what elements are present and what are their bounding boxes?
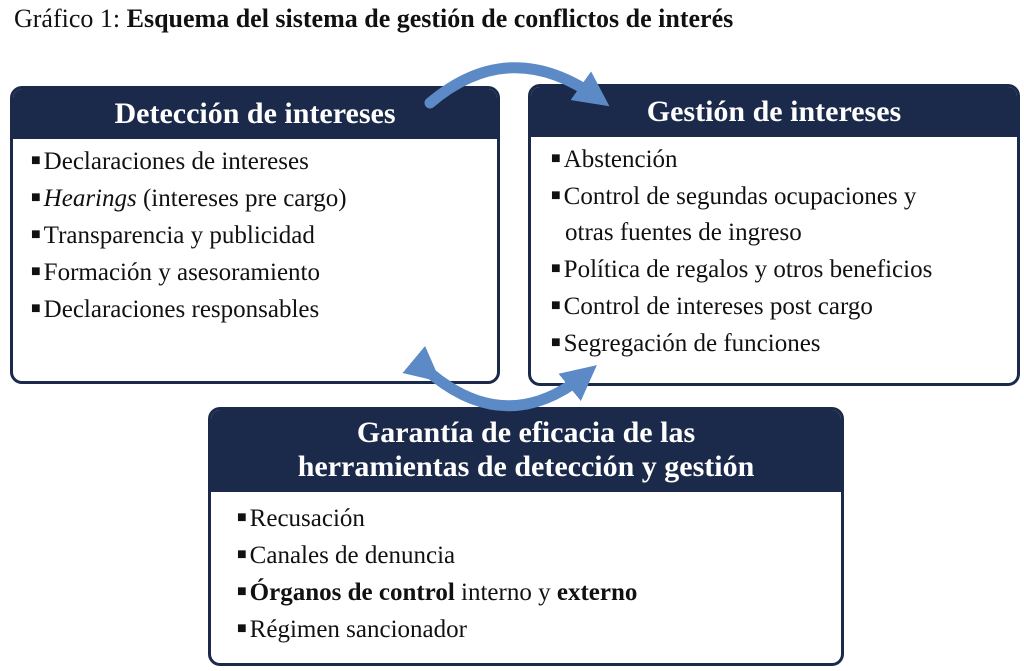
item-text: Abstención [563,146,678,173]
caption-title: Esquema del sistema de gestión de conflictos de interés [126,4,734,33]
gestion-list [531,137,1017,362]
bullet-icon: ■ [551,334,561,351]
list-item [237,500,841,537]
item-text: Segregación de funciones [563,330,821,357]
deteccion-list [13,139,497,328]
bullet-icon: ■ [237,583,247,600]
item-text: (intereses pre cargo) [136,185,347,212]
bullet-icon: ■ [237,620,247,637]
list-item [237,537,841,574]
bullet-icon: ■ [551,150,561,167]
list-item [237,574,841,611]
deteccion-title: Detección de intereses [13,89,497,139]
garantia-title-line2: herramientas de detección y gestión [297,450,755,483]
list-item [31,180,497,217]
item-text: Transparencia y publicidad [43,222,315,249]
item-text: Política de regalos y otros beneficios [563,256,933,283]
list-item [551,141,1017,178]
list-item [31,291,497,328]
garantia-list [211,492,841,648]
item-bold: externo [556,579,638,606]
caption-prefix: Gráfico 1: [14,4,121,33]
item-text: interno y [454,579,557,606]
bullet-icon: ■ [237,546,247,563]
figure-caption [14,4,733,34]
item-text: Declaraciones de intereses [43,148,309,175]
gestion-box [528,84,1020,386]
list-item [237,611,841,648]
list-item [31,254,497,291]
bullet-icon: ■ [551,260,561,277]
bullet-icon: ■ [31,263,41,280]
bullet-icon: ■ [237,509,247,526]
list-item-continuation: otras fuentes de ingreso [565,219,802,246]
item-text: Declaraciones responsables [43,296,320,323]
bullet-icon: ■ [31,152,41,169]
item-text: Control de segundas ocupaciones y [563,183,917,210]
bullet-icon: ■ [551,187,561,204]
item-text: Recusación [249,505,365,532]
item-text: Canales de denuncia [249,542,456,569]
item-text: Régimen sancionador [249,616,467,643]
list-item [551,288,1017,325]
list-item [551,325,1017,362]
item-text: Control de intereses post cargo [563,293,873,320]
bullet-icon: ■ [31,300,41,317]
item-emphasis: Hearings [43,185,137,212]
list-item [31,143,497,180]
bullet-icon: ■ [31,189,41,206]
bullet-icon: ■ [551,297,561,314]
garantia-box [208,407,844,666]
item-text: Formación y asesoramiento [43,259,320,286]
list-item [551,178,1017,215]
garantia-title [211,410,841,492]
deteccion-box [10,86,500,384]
list-item [551,251,1017,288]
gestion-title: Gestión de intereses [531,87,1017,137]
item-bold: Órganos de control [249,579,455,606]
garantia-title-line1: Garantía de eficacia de las [356,416,696,449]
list-item [31,217,497,254]
bullet-icon: ■ [31,226,41,243]
